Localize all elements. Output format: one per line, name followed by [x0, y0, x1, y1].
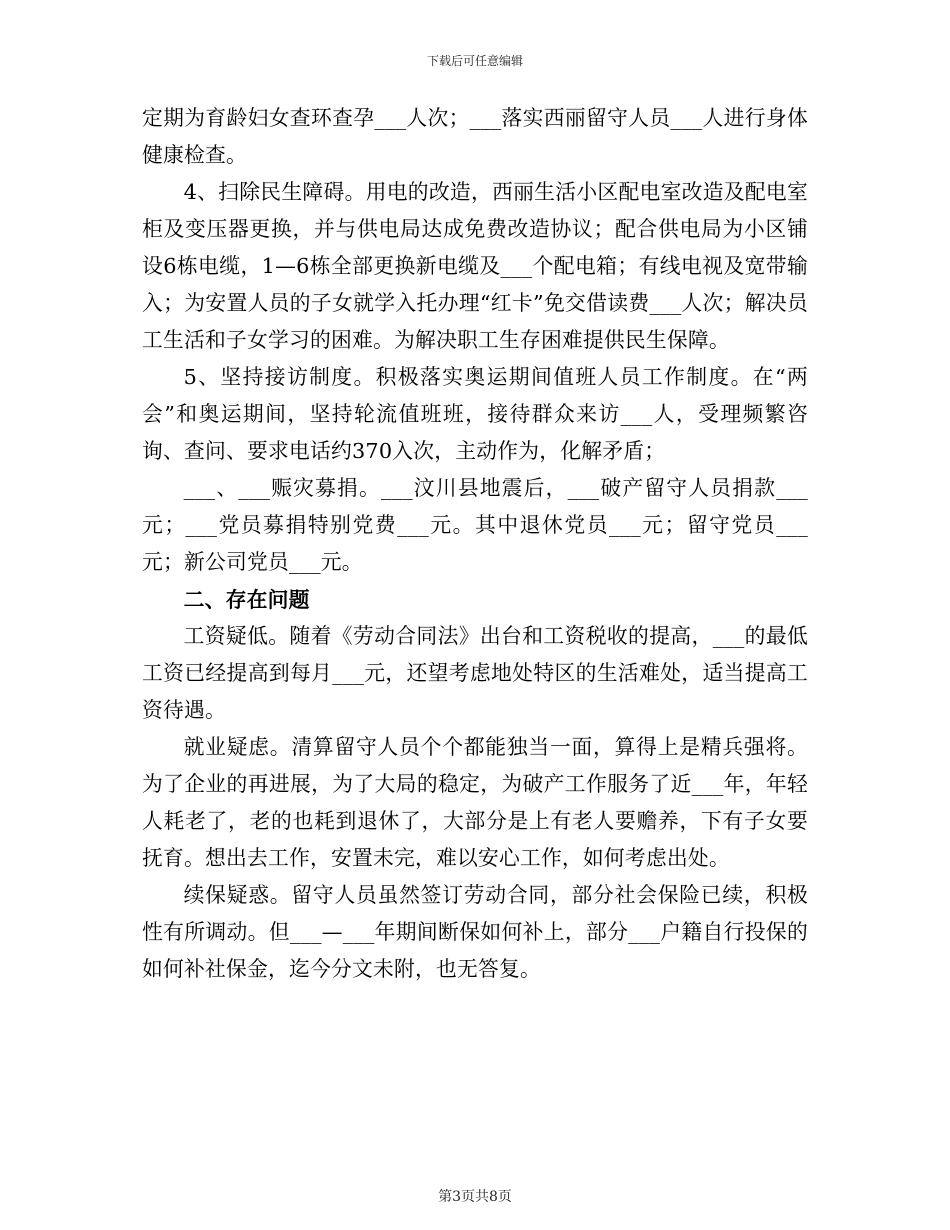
- paragraph-employment: 就业疑虑。清算留守人员个个都能独当一面，算得上是精兵强将。为了企业的再进展，为了大局的稳定，为破产工作服务了近___年，年轻人耗老了，老的也耗到退休了，大部分是上有老人要赡养，下有子女要抚育。想出去工作，安置未完，难以安心工作，如何考虑出处。: [142, 735, 808, 870]
- page-number: 第3页共8页: [438, 1189, 512, 1205]
- paragraph-health-checks: 定期为育龄妇女查环查孕___人次；___落实西丽留守人员___人进行身体健康检查。: [142, 106, 808, 167]
- page-header-note: 下载后可任意编辑: [426, 54, 523, 68]
- document-body: [142, 100, 808, 988]
- paragraph-petition-system: 5、坚持接访制度。积极落实奥运期间值班人员工作制度。在“两会”和奥运期间，坚持轮流值班班，接待群众来访___人，受理频繁咨询、查问、要求电话约370入次，主动作为，化解矛盾；: [142, 365, 808, 463]
- paragraph-insurance: 续保疑惑。留守人员虽然签订劳动合同，部分社会保险已续，积极性有所调动。但___—___年期间断保如何补上，部分___户籍自行投保的如何补社保金，迄今分文未附，也无答复。: [142, 883, 808, 981]
- paragraph-wages: 工资疑低。随着《劳动合同法》出台和工资税收的提高，___的最低工资已经提高到每月___元，还望考虑地处特区的生活难处，适当提高工资待遇。: [142, 624, 808, 722]
- section-heading-problems: 二、存在问题: [183, 587, 310, 612]
- paragraph-disaster-donation: ___、___赈灾募捐。___汶川县地震后，___破产留守人员捐款___元；___党员募捐特别党费___元。其中退休党员___元；留守党员___元；新公司党员___元。: [142, 476, 808, 574]
- paragraph-livelihood: 4、扫除民生障碍。用电的改造，西丽生活小区配电室改造及配电室柜及变压器更换，并与供电局达成免费改造协议；配合供电局为小区铺设6栋电缆，1—6栋全部更换新电缆及___个配电箱；有线电视及宽带输入；为安置人员的子女就学入托办理“红卡”免交借读费___人次；解决员工生活和子女学习的困难。为解决职工生存困难提供民生保障。: [142, 180, 808, 352]
